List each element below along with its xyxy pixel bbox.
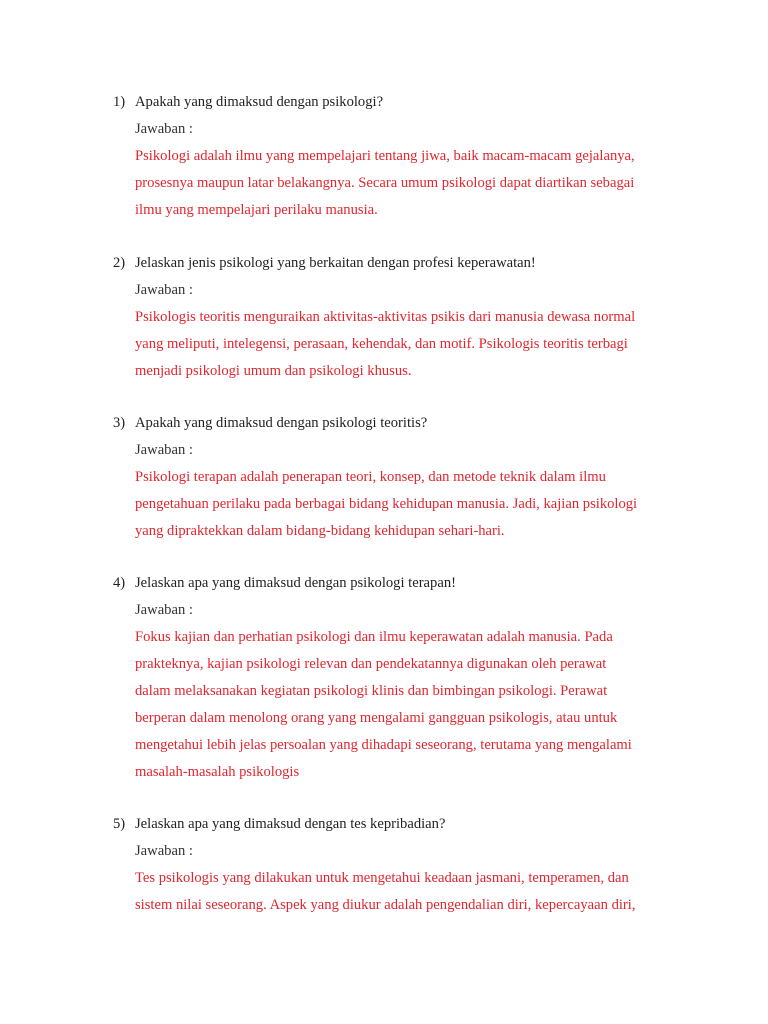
answer-line: prakteknya, kajian psikologi relevan dan pendekatannya digunakan oleh perawat [135,656,607,672]
question-item [113,811,673,919]
answer-line: mengetahui lebih jelas persoalan yang dihadapi seseorang, terutama yang mengalami [135,737,632,753]
question-text: Jelaskan apa yang dimaksud dengan tes kepribadian? [135,816,446,832]
answer-line: Tes psikologis yang dilakukan untuk mengetahui keadaan jasmani, temperamen, dan [135,870,629,886]
answer-line: menjadi psikologi umum dan psikologi khusus. [135,363,412,379]
question-text: Apakah yang dimaksud dengan psikologi? [135,94,384,110]
question-number: 5) [113,816,126,832]
question-text: Jelaskan jenis psikologi yang berkaitan dengan profesi keperawatan! [135,255,536,271]
answer-label: Jawaban : [135,121,193,137]
answer-label: Jawaban : [135,442,193,458]
question-item [113,410,673,545]
answer-line: Psikologi terapan adalah penerapan teori, konsep, dan metode teknik dalam ilmu [135,469,606,485]
question-item [113,250,673,385]
question-item [113,89,673,224]
answer-line: masalah-masalah psikologis [135,764,300,780]
answer-line: sistem nilai seseorang. Aspek yang diukur adalah pengendalian diri, kepercayaan diri, [135,897,636,913]
question-number: 4) [113,575,126,591]
question-text: Jelaskan apa yang dimaksud dengan psikologi terapan! [135,575,456,591]
answer-label: Jawaban : [135,602,193,618]
question-number: 1) [113,94,126,110]
answer-line: yang dipraktekkan dalam bidang-bidang kehidupan sehari-hari. [135,523,505,539]
answer-line: dalam melaksanakan kegiatan psikologi klinis dan bimbingan psikologi. Perawat [135,683,608,699]
answer-label: Jawaban : [135,843,193,859]
answer-line: yang meliputi, intelegensi, perasaan, kehendak, dan motif. Psikologis teoritis terbagi [135,336,628,352]
answer-label: Jawaban : [135,282,193,298]
question-number: 2) [113,255,126,271]
answer-line: Psikologi adalah ilmu yang mempelajari tentang jiwa, baik macam-macam gejalanya, [135,148,635,164]
answer-line: Fokus kajian dan perhatian psikologi dan ilmu keperawatan adalah manusia. Pada [135,629,613,645]
answer-line: ilmu yang mempelajari perilaku manusia. [135,202,378,218]
question-item [113,570,673,786]
answer-line: berperan dalam menolong orang yang mengalami gangguan psikologis, atau untuk [135,710,618,726]
answer-line: prosesnya maupun latar belakangnya. Secara umum psikologi dapat diartikan sebagai [135,175,635,191]
answer-line: pengetahuan perilaku pada berbagai bidang kehidupan manusia. Jadi, kajian psikologi [135,496,638,512]
question-number: 3) [113,415,126,431]
answer-line: Psikologis teoritis menguraikan aktivitas-aktivitas psikis dari manusia dewasa normal [135,309,636,325]
question-text: Apakah yang dimaksud dengan psikologi teoritis? [135,415,428,431]
